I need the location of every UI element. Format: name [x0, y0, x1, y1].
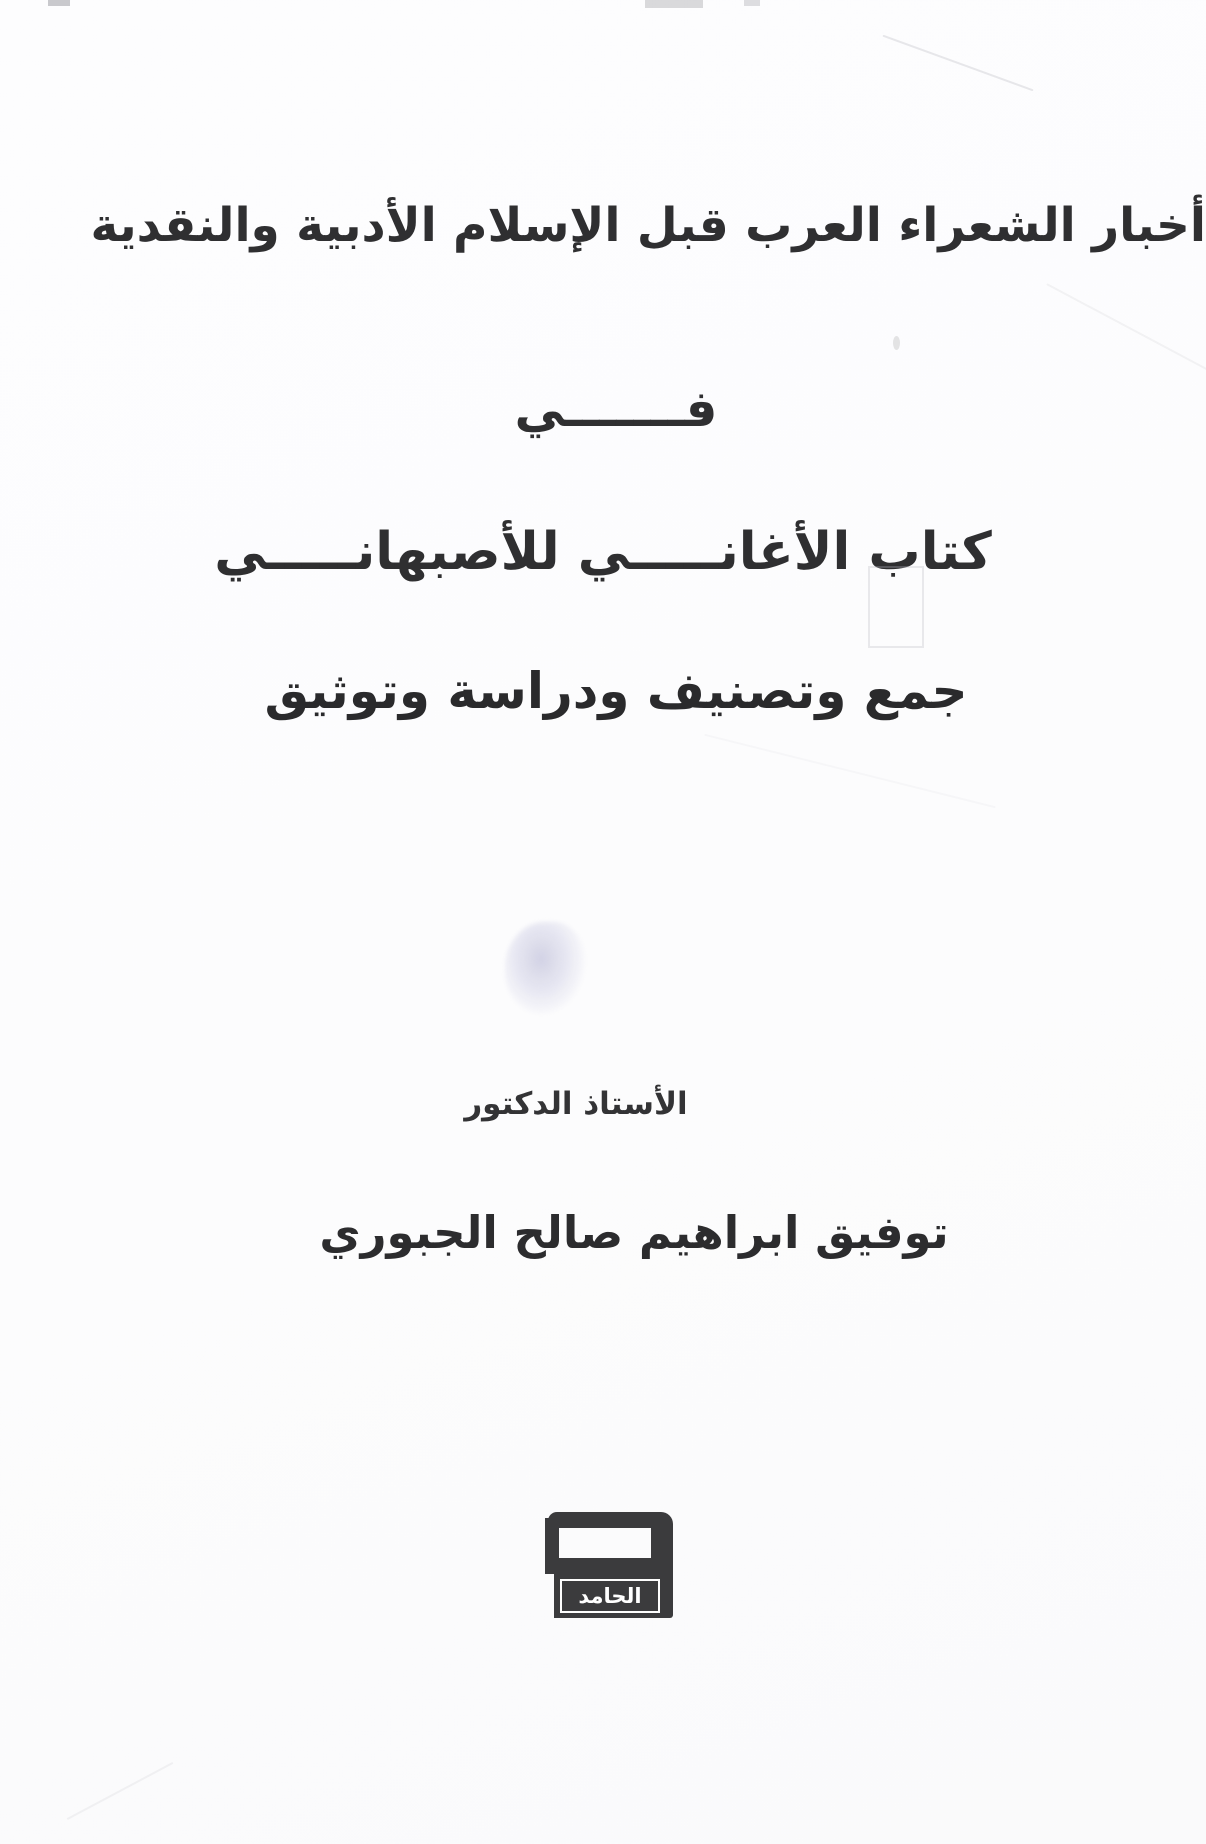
publisher-logo: [545, 1512, 677, 1620]
scan-speck: [744, 0, 760, 6]
paper-crease: [1046, 283, 1206, 379]
paper-crease: [882, 35, 1033, 92]
book-name: كتاب الأغانـــــي للأصبهانـــــي: [214, 522, 992, 582]
paper-crease: [67, 1762, 174, 1820]
publisher-logo-label: الحامد: [578, 1583, 642, 1608]
publisher-logo-label-box: [554, 1574, 666, 1618]
author-name: توفيق ابراهيم صالح الجبوري: [319, 1206, 949, 1259]
publisher-logo-label-frame: [560, 1579, 660, 1613]
bleed-through-box: [868, 566, 924, 648]
preposition-fi: فـــــــي: [514, 380, 718, 438]
scan-speck: [48, 0, 70, 6]
logo-top-stroke: [548, 1512, 658, 1528]
logo-middle-stroke: [545, 1558, 655, 1574]
ink-smudge: [505, 922, 585, 1014]
subtitle: جمع وتصنيف ودراسة وتوثيق: [264, 662, 968, 720]
scan-speck: [645, 0, 703, 8]
scan-speck: [893, 336, 900, 350]
author-title: الأستاذ الدكتور: [464, 1086, 688, 1122]
book-title: أخبار الشعراء العرب قبل الإسلام الأدبية والنقدية: [90, 198, 1206, 253]
paper-crease: [704, 734, 996, 809]
